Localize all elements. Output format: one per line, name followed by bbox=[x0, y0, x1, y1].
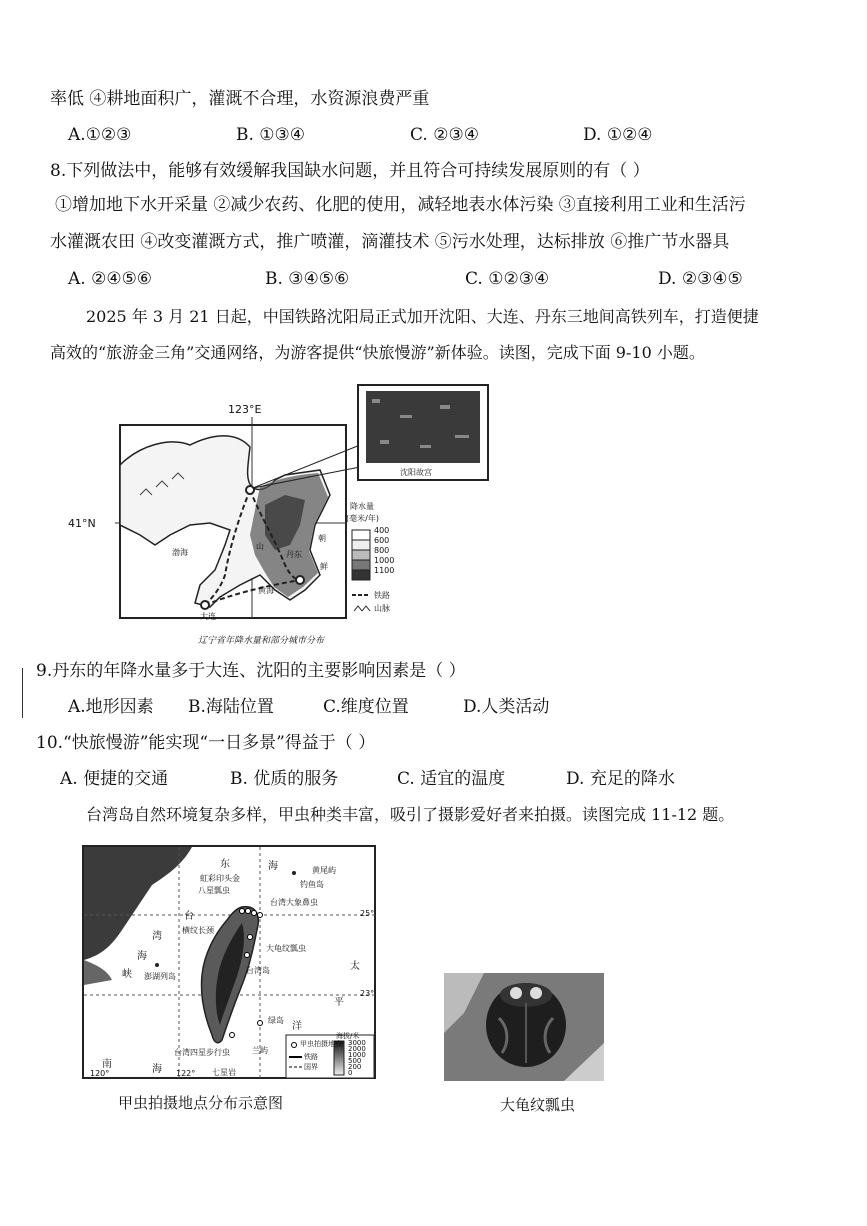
map1-legend-rail: 铁路 bbox=[374, 591, 390, 600]
passage1-line2: 高效的“旅游金三角”交通网络，为游客提供“快旅慢游”新体验。读图，完成下面 9-10 小题。 bbox=[50, 343, 705, 362]
q7-text-tail: 率低 ④耕地面积广，灌溉不合理，水资源浪费严重 bbox=[50, 89, 430, 109]
map1-label-shan: 山 bbox=[256, 542, 264, 551]
q10-option-b: B. 优质的服务 bbox=[230, 769, 339, 789]
map2-label-xia: 峡 bbox=[122, 969, 132, 980]
map2-label-nan: 南 bbox=[102, 1059, 112, 1070]
map1-legend-600: 600 bbox=[374, 536, 390, 545]
map1-label-bohai: 渤海 bbox=[172, 548, 188, 557]
map2-label-tai: 台 bbox=[184, 911, 194, 922]
city-dandong bbox=[296, 576, 304, 584]
map1-lon-label: 123°E bbox=[228, 403, 262, 416]
map2-label-tai2: 太 bbox=[350, 961, 360, 972]
beetle-photo bbox=[444, 973, 604, 1081]
legend-point-symbol bbox=[292, 1043, 297, 1048]
map1-label-xian: 鲜 bbox=[320, 562, 328, 571]
q10-option-d: D. 充足的降水 bbox=[566, 769, 675, 789]
map2-label-dong: 东 bbox=[220, 859, 230, 870]
map1-label-chao: 朝 bbox=[318, 534, 326, 543]
map1-label-huanghai: 黄海 bbox=[258, 586, 274, 595]
liaoning-map-figure bbox=[60, 375, 520, 650]
map2-label-beetle-longneck: 横纹长颈 bbox=[182, 926, 214, 935]
map2-legend-2000: 2000 bbox=[348, 1045, 366, 1053]
q7-option-c: C. ②③④ bbox=[410, 125, 479, 145]
map2-label-beetle-rainbow: 虹彩印头金 bbox=[200, 874, 240, 883]
q9-stem: 9.丹东的年降水量多于大连、沈阳的主要影响因素是（ ） bbox=[36, 661, 466, 681]
q10-option-c: C. 适宜的温度 bbox=[397, 769, 506, 789]
map2-label-beetle-elephant: 台湾大象鼻虫 bbox=[270, 898, 318, 907]
q7-option-a: A.①②③ bbox=[68, 125, 132, 145]
map2-label-hai3: 海 bbox=[152, 1064, 162, 1075]
beetle-photo-svg bbox=[444, 973, 604, 1081]
precip-legend bbox=[352, 530, 370, 611]
map2-label-qixingyan: 七星岩 bbox=[212, 1068, 236, 1077]
map1-legend-800: 800 bbox=[374, 546, 390, 555]
map2-legend-border: 国界 bbox=[304, 1063, 318, 1071]
penghu-islands bbox=[155, 963, 159, 967]
liaoning-map-svg bbox=[60, 375, 520, 650]
map1-legend-400: 400 bbox=[374, 526, 390, 535]
map2-legend-title: 海拔/米 bbox=[336, 1032, 360, 1040]
q8-option-d: D. ②③④⑤ bbox=[658, 269, 743, 289]
map1-legend-mountain: 山脉 bbox=[374, 604, 390, 613]
map2-legend-500: 500 bbox=[348, 1057, 362, 1065]
map2-label-beetle-eightstar: 八星瓢虫 bbox=[198, 886, 230, 895]
map2-label-penghu: 澎湖列岛 bbox=[144, 972, 176, 981]
map2-legend-3000: 3000 bbox=[348, 1039, 366, 1047]
map2-lat-23: 23° bbox=[360, 989, 375, 998]
map2-label-taiwan-island: 台湾岛 bbox=[246, 966, 270, 975]
map1-label-dandong: 丹东 bbox=[286, 550, 302, 559]
map2-lat-25: 25° bbox=[360, 909, 375, 918]
map2-caption: 甲虫拍摄地点分布示意图 bbox=[118, 1094, 284, 1112]
map2-legend-1000: 1000 bbox=[348, 1051, 366, 1059]
q7-option-d: D. ①②④ bbox=[583, 125, 653, 145]
q8-option-a: A. ②④⑤⑥ bbox=[68, 269, 153, 289]
q10-stem: 10.“快旅慢游”能实现“一日多景”得益于（ ） bbox=[36, 733, 376, 753]
city-dalian bbox=[201, 601, 209, 609]
city-shenyang bbox=[246, 486, 254, 494]
map2-lon-122: 122° bbox=[176, 1069, 196, 1078]
map2-label-wan: 湾 bbox=[152, 931, 162, 942]
map2-label-huangwei: 黄尾屿 bbox=[312, 866, 336, 875]
map2-label-diaoyu: 钓鱼岛 bbox=[300, 880, 324, 889]
taiwan-map-figure bbox=[82, 845, 378, 1081]
map1-label-dalian: 大连 bbox=[200, 612, 216, 621]
map2-legend-rail: 铁路 bbox=[304, 1053, 318, 1061]
q9-option-d: D.人类活动 bbox=[463, 697, 550, 717]
q9-option-b: B.海陆位置 bbox=[188, 697, 274, 717]
map2-legend-point: 甲虫拍摄地点 bbox=[300, 1040, 342, 1048]
map1-legend-unit: (毫米/年) bbox=[346, 514, 379, 523]
margin-mark bbox=[22, 668, 23, 718]
map1-photo-caption: 沈阳故宫 bbox=[400, 468, 432, 477]
q9-option-a: A.地形因素 bbox=[68, 697, 154, 717]
passage1-line1: 2025 年 3 月 21 日起，中国铁路沈阳局正式加开沈阳、大连、丹东三地间高铁列车，打造便捷 bbox=[86, 307, 759, 326]
map2-label-hai2: 海 bbox=[137, 951, 147, 962]
map2-label-beetle-turtle: 大龟纹瓢虫 bbox=[266, 944, 306, 953]
map2-lon-120: 120° bbox=[90, 1069, 110, 1078]
map2-label-lanyu: 兰屿 bbox=[252, 1046, 268, 1055]
map1-legend-1100: 1100 bbox=[374, 566, 395, 575]
map2-legend-0: 0 bbox=[348, 1069, 353, 1077]
beetle-caption: 大龟纹瓢虫 bbox=[500, 1096, 576, 1114]
q8-items-line1: ①增加地下水开采量 ②减少农药、化肥的使用，减轻地表水体污染 ③直接利用工业和生活污 bbox=[55, 195, 746, 215]
passage2-line1: 台湾岛自然环境复杂多样，甲虫种类丰富，吸引了摄影爱好者来拍摄。读图完成 11-12 题。 bbox=[86, 805, 735, 824]
map2-label-hai1: 海 bbox=[268, 861, 278, 872]
map1-legend-title: 降水量 bbox=[350, 502, 374, 511]
map2-label-lvdao: 绿岛 bbox=[268, 1016, 284, 1025]
map2-label-beetle-sixstar: 台湾四星步行虫 bbox=[174, 1048, 230, 1057]
q8-option-b: B. ③④⑤⑥ bbox=[265, 269, 350, 289]
diaoyu-island bbox=[292, 871, 296, 875]
q7-option-b: B. ①③④ bbox=[236, 125, 306, 145]
q10-option-a: A. 便捷的交通 bbox=[60, 769, 169, 789]
q8-option-c: C. ①②③④ bbox=[465, 269, 550, 289]
q9-option-c: C.维度位置 bbox=[323, 697, 409, 717]
map1-caption: 辽宁省年降水量和部分城市分布 bbox=[198, 636, 325, 646]
q8-stem: 8.下列做法中，能够有效缓解我国缺水问题，并且符合可持续发展原则的有（ ） bbox=[50, 161, 650, 181]
q8-items-line2: 水灌溉农田 ④改变灌溉方式，推广喷灌，滴灌技术 ⑤污水处理，达标排放 ⑥推广节水器具 bbox=[50, 232, 730, 252]
map1-lat-label: 41°N bbox=[68, 517, 96, 530]
map2-label-ping: 平 bbox=[334, 997, 344, 1008]
map1-legend-1000: 1000 bbox=[374, 556, 395, 565]
palace-photo bbox=[366, 391, 480, 463]
map2-legend-200: 200 bbox=[348, 1063, 362, 1071]
map2-label-yang: 洋 bbox=[292, 1021, 302, 1032]
